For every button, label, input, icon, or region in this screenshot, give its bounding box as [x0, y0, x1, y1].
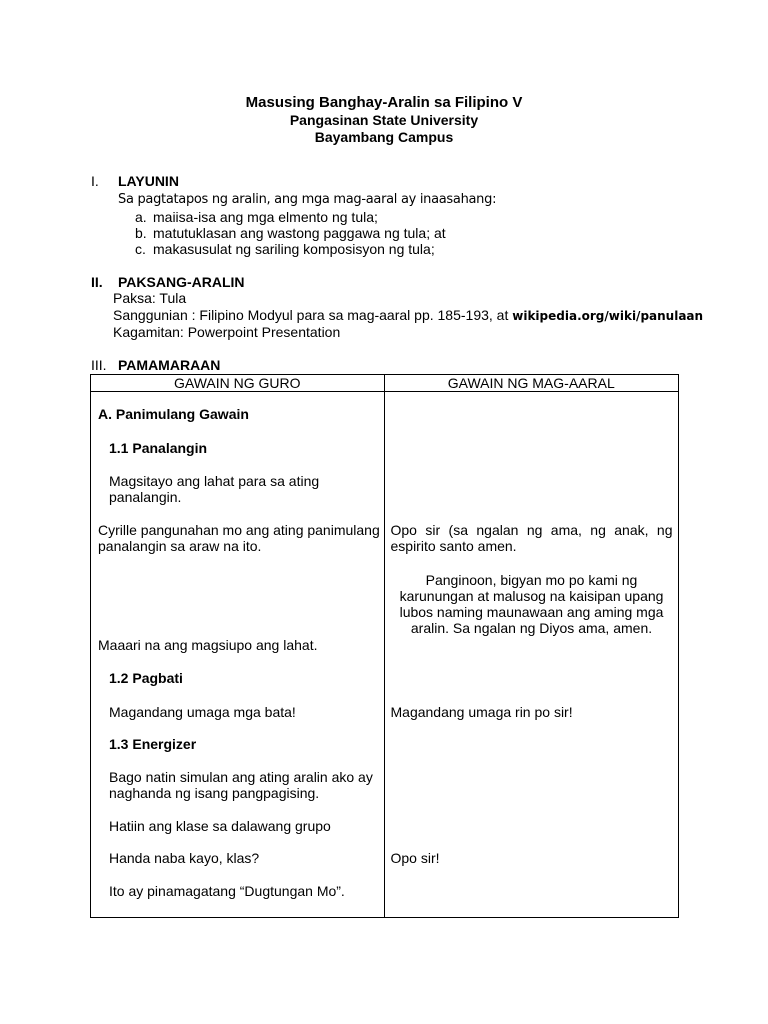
paksa-line: Paksa: Tula [113, 290, 187, 306]
objective-letter: c. [135, 241, 146, 257]
campus-name: Bayambang Campus [314, 129, 454, 145]
document-header [0, 94, 768, 146]
student-column [384, 392, 679, 918]
section-title-layunin: LAYUNIN [118, 173, 179, 189]
pagbati-heading: 1.2 Pagbati [109, 670, 183, 686]
section-number-2: II. [91, 274, 103, 290]
cyrille-instruction-line: panalangin sa araw na ito. [98, 538, 262, 554]
prayer-line: karunungan at malusog na kaisipan upang [399, 588, 664, 604]
objective-item [135, 241, 435, 257]
handa-question: Handa naba kayo, klas? [109, 850, 260, 866]
objective-item [135, 209, 378, 225]
header-gawain-ng-mag-aaral: GAWAIN NG MAG-AARAL [384, 375, 679, 392]
layunin-intro: Sa pagtatapos ng aralin, ang mga mag-aaral ay inaasahang: [118, 192, 497, 207]
objective-item [135, 225, 446, 241]
objective-letter: a. [135, 209, 147, 225]
section-title-paksang-aralin: PAKSANG-ARALIN [118, 274, 245, 290]
objective-letter: b. [135, 225, 147, 241]
prayer-line: Panginoon, bigyan mo po kami ng [425, 572, 638, 588]
panimulang-gawain-heading: A. Panimulang Gawain [98, 406, 249, 422]
teacher-column [91, 392, 385, 918]
section-title-pamamaraan: PAMAMARAAN [118, 357, 221, 373]
opo-response-line: espirito santo amen. [390, 538, 517, 554]
objective-text: maiisa-isa ang mga elmento ng tula; [153, 209, 378, 225]
dugtungan-title-line: Ito ay pinamagatang “Dugtungan Mo”. [109, 883, 345, 899]
sanggunian-text: Sanggunian : Filipino Modyul para sa mag-aaral pp. 185-193, at [113, 307, 513, 323]
panalangin-instruction-line: Magsitayo ang lahat para sa ating [109, 473, 320, 489]
prayer-line: aralin. Sa ngalan ng Diyos ama, amen. [410, 620, 653, 636]
hatiin-instruction: Hatiin ang klase sa dalawang grupo [109, 818, 331, 834]
magsiupo-instruction: Maaari na ang magsiupo ang lahat. [98, 637, 318, 653]
pagbati-greeting: Magandang umaga mga bata! [109, 704, 296, 720]
document-title: Masusing Banghay-Aralin sa Filipino V [245, 94, 523, 111]
opo-sir-response: Opo sir! [390, 850, 440, 866]
section-number-1: I. [91, 173, 99, 189]
panalangin-instruction-line: panalangin. [109, 489, 182, 505]
energizer-instruction-line: Bago natin simulan ang ating aralin ako ay [109, 769, 373, 785]
energizer-instruction-line: naghanda ng isang pangpagising. [109, 785, 320, 801]
energizer-heading: 1.3 Energizer [109, 736, 197, 752]
sanggunian-line [113, 307, 703, 323]
opo-response-line: Opo sir (sa ngalan ng ama, ng anak, ng [390, 522, 673, 538]
cyrille-instruction-line: Cyrille pangunahan mo ang ating panimulang [98, 522, 380, 538]
greeting-response: Magandang umaga rin po sir! [390, 704, 573, 720]
university-name: Pangasinan State University [289, 112, 479, 128]
objective-text: makasusulat ng sariling komposisyon ng tula; [153, 241, 435, 257]
procedure-table [90, 374, 679, 918]
prayer-line: lubos naming maunawaan ang aming mga [399, 604, 664, 620]
panalangin-heading: 1.1 Panalangin [109, 440, 208, 456]
objective-text: matutuklasan ang wastong paggawa ng tula; at [153, 225, 446, 241]
header-gawain-ng-guro: GAWAIN NG GURO [91, 375, 385, 392]
section-number-3: III. [91, 357, 107, 373]
kagamitan-line: Kagamitan: Powerpoint Presentation [113, 324, 341, 340]
sanggunian-link[interactable]: wikipedia.org/wiki/panulaan [512, 309, 704, 323]
